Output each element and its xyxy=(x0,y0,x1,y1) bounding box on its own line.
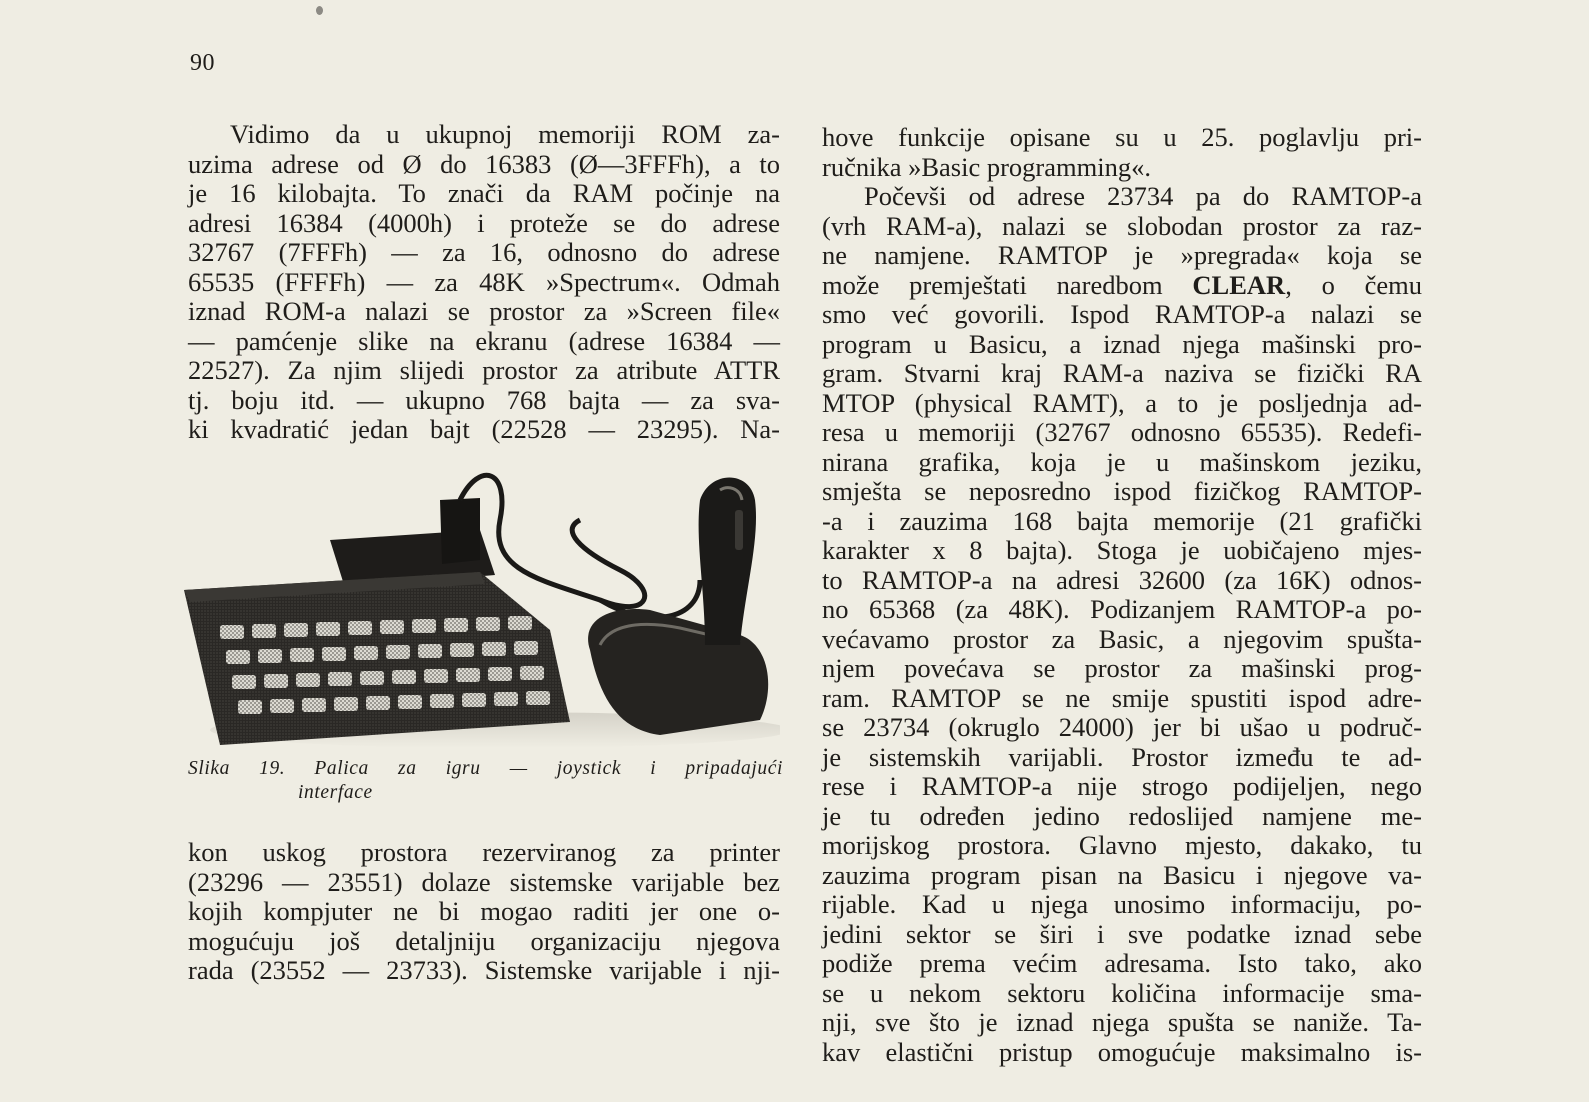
text-line: — pamćenje slike na ekranu (adrese 16384 — xyxy=(188,325,780,356)
text-line: adresi 16384 (4000h) i proteže se do adrese xyxy=(188,207,780,238)
ink-smudge xyxy=(316,6,323,15)
text-line: kav elastični pristup omogućuje maksimalno is- xyxy=(822,1036,1422,1067)
left-column-bottom xyxy=(188,838,780,986)
text-line: 22527). Za njim slijedi prostor za atribute ATTR xyxy=(188,355,780,385)
figure-photo-joystick xyxy=(180,460,780,750)
text-run: može premještati naredbom xyxy=(822,269,1193,300)
text-line: program u Basicu, a iznad njega mašinski pro- xyxy=(822,328,1422,359)
text-line: je sistemskih varijabli. Prostor između te ad- xyxy=(822,741,1422,772)
text-line: zauzima program pisan na Basicu i njegove va- xyxy=(822,859,1422,890)
text-line: smješta se neposredno ispod fizičkog RAMTOP- xyxy=(822,476,1422,506)
left-column-top xyxy=(188,120,780,445)
text-line: no 65368 (za 48K). Podizanjem RAMTOP-a po- xyxy=(822,594,1422,624)
text-line: je 16 kilobajta. To znači da RAM počinje na xyxy=(188,178,780,208)
text-line: rese i RAMTOP-a nije strogo podijeljen, nego xyxy=(822,771,1422,801)
text-line: nirana grafika, koja je u mašinskom jeziku, xyxy=(822,446,1422,477)
text-run: , o čemu xyxy=(1285,269,1422,300)
text-line: tj. boju itd. — ukupno 768 bajta — za sva- xyxy=(188,384,780,415)
text-line: je tu određen jedino redoslijed namjene me- xyxy=(822,800,1422,831)
text-line: ki kvadratić jedan bajt (22528 — 23295). Na- xyxy=(188,414,780,444)
text-line: gram. Stvarni kraj RAM-a naziva se fizički RA xyxy=(822,358,1422,388)
text-line: (23296 — 23551) dolaze sistemske varijable bez xyxy=(188,866,780,897)
text-line: kon uskog prostora rezerviranog za printer xyxy=(188,837,780,867)
text-line: podiže prema većim adresama. Isto tako, ako xyxy=(822,948,1422,978)
text-line: ne namjene. RAMTOP je »pregrada« koja se xyxy=(822,240,1422,270)
text-line-clear xyxy=(822,271,1422,301)
right-column xyxy=(822,123,1422,1067)
caption-line: Slika 19. Palica za igru — joystick i pripadajući xyxy=(188,758,783,779)
text-line: resa u memoriji (32767 odnosno 65535). Redefi- xyxy=(822,417,1422,447)
caption-line: interface xyxy=(298,782,373,803)
joystick-computer-illustration xyxy=(180,460,780,750)
text-line: to RAMTOP-a na adresi 32600 (za 16K) odnos- xyxy=(822,564,1422,595)
text-line: -a i zauzima 168 bajta memorije (21 grafički xyxy=(822,505,1422,536)
text-line: hove funkcije opisane su u 25. poglavlju pri- xyxy=(822,122,1422,152)
text-line: 65535 (FFFFh) — za 48K »Spectrum«. Odmah xyxy=(188,266,780,297)
text-line: karakter x 8 bajta). Stoga je uobičajeno mjes- xyxy=(822,535,1422,565)
text-line: većavamo prostor za Basic, a njegovim spušta- xyxy=(822,623,1422,654)
text-line: MTOP (physical RAMT), a to je posljednja ad- xyxy=(822,387,1422,418)
text-line: ručnika »Basic programming«. xyxy=(822,151,1151,182)
text-line: rijable. Kad u njega unosimo informaciju, po- xyxy=(822,889,1422,919)
text-line: Počevši od adrese 23734 pa do RAMTOP-a xyxy=(864,181,1422,211)
figure-caption xyxy=(188,757,783,805)
text-line: kojih kompjuter ne bi mogao raditi jer one o- xyxy=(188,896,780,926)
text-line: iznad ROM-a nalazi se prostor za »Screen file« xyxy=(188,296,780,326)
text-line: nji, sve što je iznad njega spušta se naniže. Ta- xyxy=(822,1007,1422,1037)
text-line: uzima adrese od Ø do 16383 (Ø—3FFFh), a to xyxy=(188,148,780,179)
text-line: morijskog prostora. Glavno mjesto, dakako, tu xyxy=(822,830,1422,860)
page-number: 90 xyxy=(190,50,215,76)
text-line: (vrh RAM-a), nalazi se slobodan prostor za raz- xyxy=(822,210,1422,241)
clear-command: CLEAR xyxy=(1192,269,1286,300)
text-line: smo već govorili. Ispod RAMTOP-a nalazi se xyxy=(822,299,1422,329)
text-line: 32767 (7FFFh) — za 16, odnosno do adrese xyxy=(188,237,780,267)
text-line: mogućuju još detaljniju organizaciju njegova xyxy=(188,925,780,956)
text-line: Vidimo da u ukupnoj memoriji ROM za- xyxy=(230,119,780,149)
text-line: jedini sektor se širi i sve podatke iznad sebe xyxy=(822,918,1422,949)
text-line: ram. RAMTOP se ne smije spustiti ispod adre- xyxy=(822,682,1422,713)
text-line: rada (23552 — 23733). Sistemske varijable i nji- xyxy=(188,955,780,985)
text-line: se u nekom sektoru količina informacije sma- xyxy=(822,977,1422,1008)
text-line: se 23734 (okruglo 24000) jer bi ušao u područ- xyxy=(822,712,1422,742)
text-line: njem povećava se prostor za mašinski prog- xyxy=(822,653,1422,683)
